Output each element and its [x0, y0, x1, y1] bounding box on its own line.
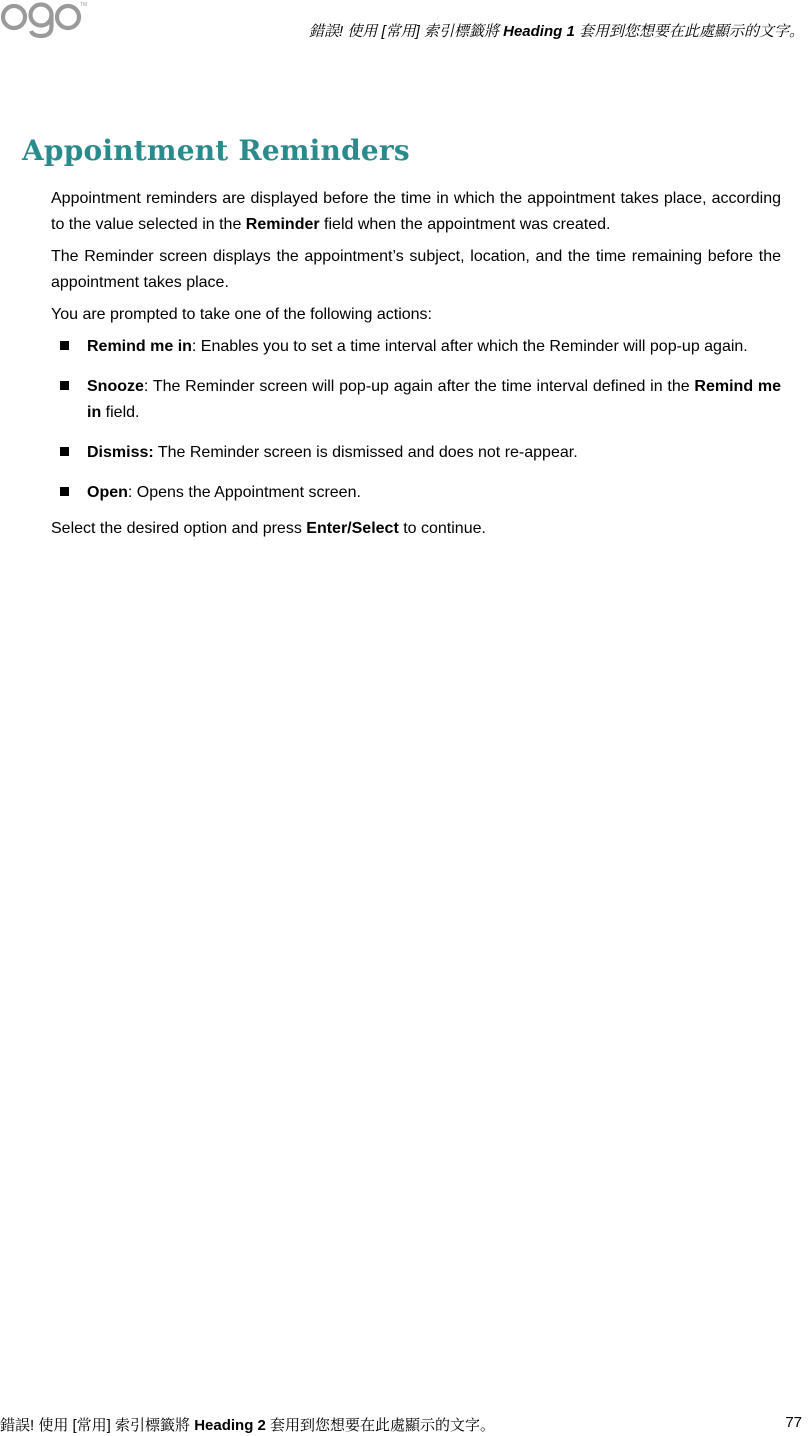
enter-select-key: Enter/Select	[306, 520, 399, 537]
footer-heading-ref: Heading 2	[194, 1417, 266, 1434]
header-error-prefix: 錯誤! 使用 [常用] 索引標籤將	[308, 23, 499, 40]
header-error-suffix: 套用到您想要在此處顯示的文字。	[578, 23, 804, 40]
list-item-text: : Opens the Appointment screen.	[127, 484, 361, 501]
paragraph-instruction-text-1: Select the desired option and press	[51, 520, 307, 537]
list-item	[51, 334, 781, 360]
list-item-text: : Enables you to set a time interval after which the Reminder will pop-up again.	[191, 338, 748, 355]
paragraph-screen-description: The Reminder screen displays the appointment’s subject, location, and the time remaining before the appointment takes place.	[51, 248, 781, 291]
header-error-text	[309, 20, 804, 41]
paragraph-instruction-text-2: to continue.	[398, 520, 486, 537]
square-bullet-icon	[60, 381, 69, 390]
page-title: Appointment Reminders	[22, 134, 410, 167]
paragraph-intro-text-2: field when the appointment was created.	[319, 216, 611, 233]
paragraph-intro	[51, 186, 781, 238]
footer-error-prefix: 錯誤! 使用 [常用] 索引標籤將	[0, 1417, 191, 1434]
paragraph-instruction	[51, 516, 781, 542]
list-item-term: Remind me in	[87, 338, 192, 355]
action-list	[51, 334, 781, 506]
paragraph-prompt: You are prompted to take one of the following actions:	[51, 306, 432, 323]
list-item-text: The Reminder screen is dismissed and does not re-appear.	[153, 444, 578, 461]
list-item	[51, 374, 781, 426]
list-item-text-end: field.	[101, 404, 140, 421]
footer-error-suffix: 套用到您想要在此處顯示的文字。	[270, 1417, 496, 1434]
list-item-term: Snooze	[87, 378, 144, 395]
header-heading-ref: Heading 1	[503, 23, 575, 40]
paragraph-intro-text-1: Appointment reminders are displayed before the time in which the appointment takes place, according to the value selected in the	[51, 190, 781, 233]
list-item-term-inline: Remind me in	[87, 378, 782, 421]
reminder-field-name: Reminder	[245, 216, 320, 233]
list-item	[51, 480, 781, 506]
body-content	[51, 186, 781, 548]
square-bullet-icon	[60, 341, 69, 350]
logo-tm-mark: TM	[80, 2, 88, 8]
footer-error-text	[0, 1414, 495, 1435]
square-bullet-icon	[60, 447, 69, 456]
list-item	[51, 440, 781, 466]
list-item-text: : The Reminder screen will pop-up again after the time interval defined in the	[143, 378, 695, 395]
list-item-term: Open	[87, 484, 128, 501]
list-item-term: Dismiss:	[87, 444, 154, 461]
page-number: 77	[785, 1414, 802, 1431]
square-bullet-icon	[60, 487, 69, 496]
ogo-logo	[0, 0, 90, 40]
